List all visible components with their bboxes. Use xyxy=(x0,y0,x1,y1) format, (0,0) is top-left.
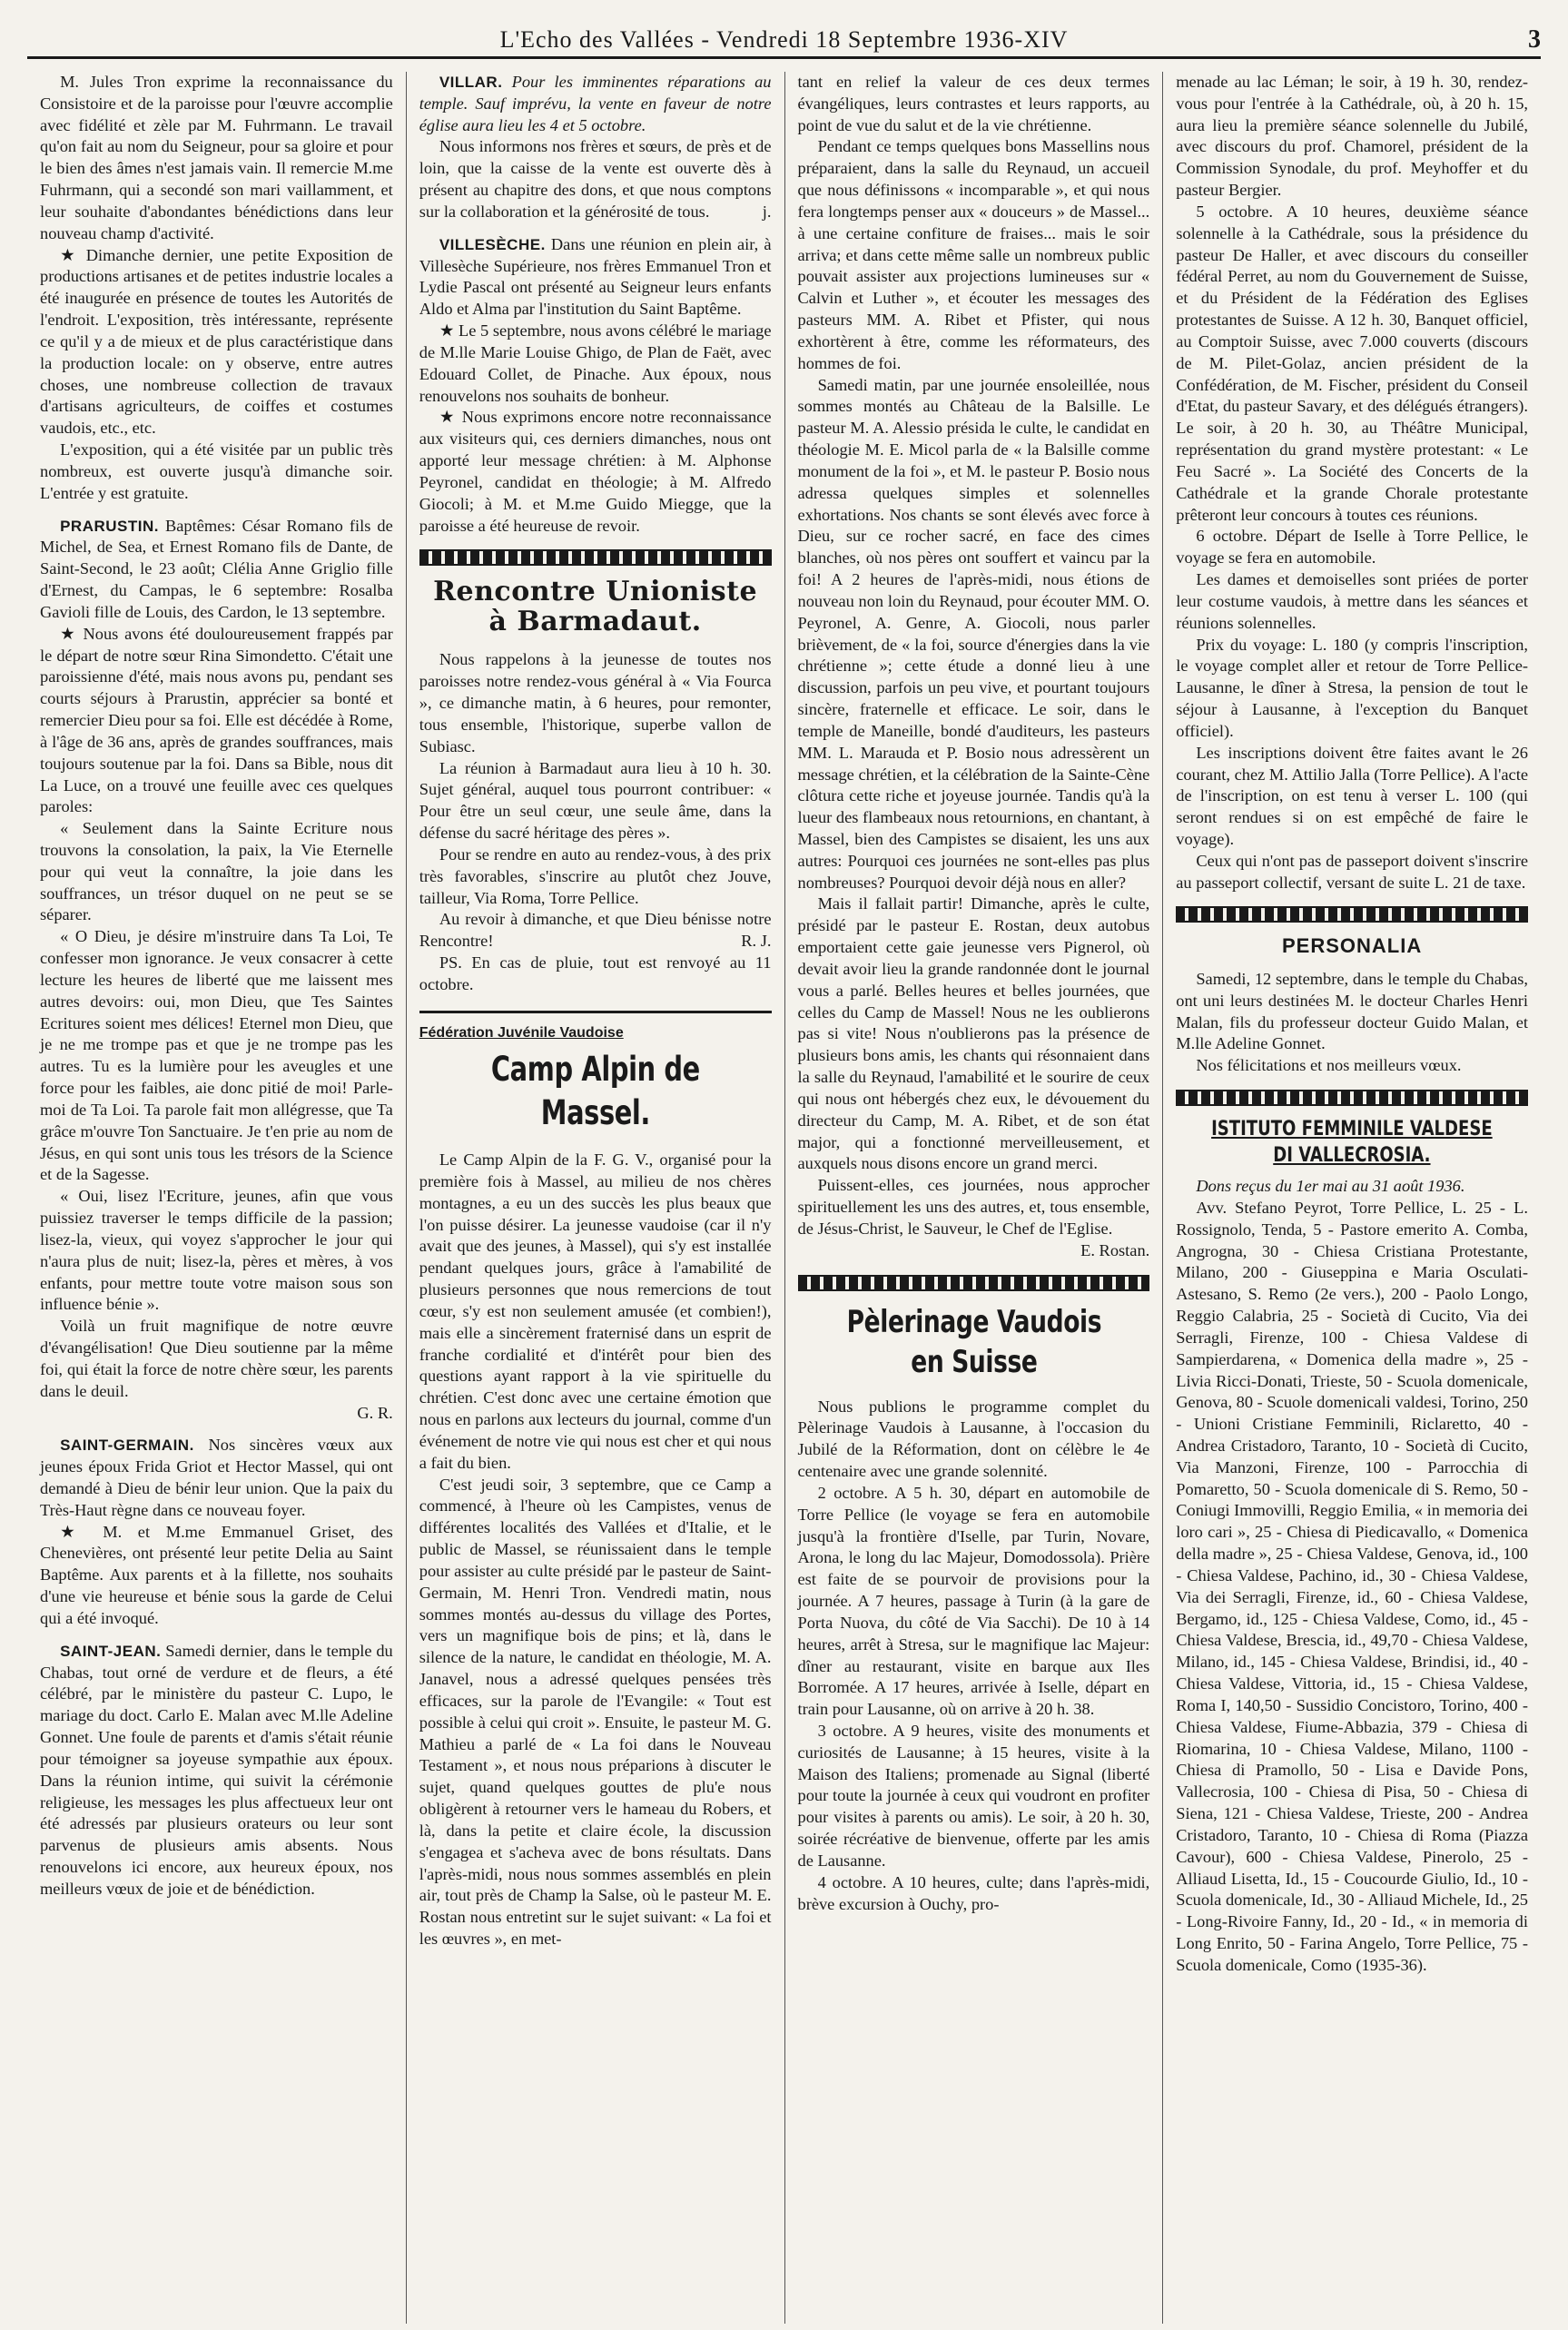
article-paragraph xyxy=(419,136,772,222)
article-paragraph: Puissent-elles, ces journées, nous approcher spirituellement les uns des autres, et, tous ensemble, de Jésus-Christ, le Sauveur, le Chef de l'Eglise. xyxy=(797,1176,1150,1238)
article-paragraph: ★ Nous avons été douloureusement frappés par le départ de notre sœur Rina Simondetto. C'était une paroissienne d'été, mais nous avons pu, pendant ses courts séjours à Prarustin, apprécier sa bonté et remercier Dieu pour sa foi. Elle est décédée à Rome, à l'âge de 36 ans, après de grandes souffrances, mais toujours soutenue par la foi. Dans sa Bible, nous dit La Luce, on a trouvé une feuille avec ces quelques paroles: xyxy=(40,624,393,816)
ornamental-rule xyxy=(798,1275,1150,1291)
article-paragraph: Nous rappelons à la jeunesse de toutes nos paroisses notre rendez-vous général à « Via Fourca », ce dimanche matin, à 6 heures, pour remonter, tous ensemble, l'historique, superbe vallon de Subiasc. xyxy=(419,650,772,755)
headline-rencontre: Rencontre Unioniste à Barmadaut. xyxy=(433,576,758,638)
donations-list: Avv. Stefano Peyrot, Torre Pellice, L. 25 - L. Rossignolo, Tenda, 5 - Pastore emerito A. Comba, Angrogna, 30 - Chiesa Cristiana Protestante, Milano, 200 - Giuseppina e Maria Osculati-Astesano, S. Remo (2e vers.), 200 - Paolo Longo, Reggio Calabria, 25 - Società di Cucito, Via dei Serragli, Firenze, 100 - Chiesa Valdese di Sampierdarena, « Domenica della madre », 25 - Livia Ricci-Donati, Trieste, 50 - Scuola domenicale, Genova, 80 - Scuole domenicali valdesi, Torino, 250 - Unioni Cristiane Femminili, Riclaretto, 40 - Andrea Cristadoro, Taranto, 10 - Società di Cucito, Via Manzoni, Firenze, 100 - Parrocchia di Pomaretto, 50 - Scuola domenicale di S. Remo, 50 - Coniugi Immovilli, Reggio Emilia, « in memoria dei loro cari », 25 - Chiesa di Piedicavallo, « Domenica della madre », 25 - Chiesa Valdese, Genova, id., 100 - Chiesa Valdese, Pachino, id., 30 - Chiesa Valdese, Via dei Serragli, Firenze, id., 60 - Chiesa Valdese, Bergamo, id., 125 - Chiesa Valdese, Como, id., 45 - Chiesa Valdese, Brescia, id., 49,70 - Chiesa Valdese, Milano, id., 145 - Chiesa Valdese, Brindisi, id., 40 - Chiesa Valdese, Vittoria, id., 15 - Chiesa Valdese, Roma I, 140,50 - Sussidio Concistoro, Torino, 400 - Chiesa Valdese, Fiume-Abbazia, 379 - Chiesa di Riomarina, 10 - Chiesa Valdese, Milano, 1100 - Chiesa di Pramollo, 50 - Lisa e Davide Pons, Vallecrosia, 100 - Chiesa di Pisa, 50 - Chiesa di Siena, 121 - Chiesa Valdese, Trieste, 200 - Andrea Cristadoro, Taranto, 10 - Chiesa di Roma (Piazza Cavour), 600 - Chiesa Valdese, Pinerolo, 25 - Alliaud Lisetta, Id., 15 - Coucourde Giulio, Id., 10 - Scuola domenicale, Id., 30 - Alliaud Michele, Id., 25 - Long-Rivoire Fanny, Id., 20 - Id., « in memoria di Long Enrito, 50 - Farina Angelo, Torre Pellice, 75 - Scuola domenicale, Como (1935-36). xyxy=(1176,1198,1528,1974)
headline-camp-alpin: Camp Alpin de Massel. xyxy=(490,1050,700,1133)
article-paragraph: Samedi, 12 septembre, dans le temple du Chabas, ont uni leurs destinées M. le docteur Charles Henri Malan, fils du professeur docteur Guido Malan, et M.lle Adeline Gonnet. xyxy=(1176,969,1528,1053)
parish-name: SAINT-JEAN. xyxy=(60,1642,162,1660)
article-paragraph: Nous publions le programme complet du Pèlerinage Vaudois à Lausanne, à l'occasion du Jubilé de la Réformation, dont on célèbre le 4e centenaire avec une grande solennité. xyxy=(797,1397,1150,1481)
masthead xyxy=(27,25,1541,59)
headline-personalia: PERSONALIA xyxy=(1282,934,1423,958)
parish-name: VILLESÈCHE. xyxy=(439,235,546,253)
article-paragraph: menade au lac Léman; le soir, à 19 h. 30, rendez-vous pour l'entrée à la Cathédrale, où, à 20 h. 15, aura lieu la première séance solennelle du Jubilé, avec discours du prof. Chamorel, président de la Commission Synodale, du prof. Meyhoffer et du pasteur Bergier. xyxy=(1176,73,1528,200)
article-paragraph: Le Camp Alpin de la F. G. V., organisé pour la première fois à Massel, au milieu de nos chères montagnes, a eu un des succès les plus beaux que l'on puisse désirer. La jeunesse vaudoise (car il n'y avait que des jeunes, à Massel), qui s'y est installée pendant quelques jours, grâce à l'amabilité de plusieurs personnes que nous remercions de tout cœur, s'y est non seulement amusée (et combien!), mais elle a sincèrement fraternisé dans un esprit de franche cordialité et d'intérêt pour bien des questions ayant rapport à la vie spirituelle du chrétien. C'est donc avec une certaine émotion que nous en parlons aux lecteurs du journal, comme d'un événement de notre vie qui nous est cher et qui nous a fait du bien. xyxy=(419,1150,772,1472)
article-paragraph: Voilà un fruit magnifique de notre œuvre d'évangélisation! Que Dieu soutienne par la même foi, qui était la force de notre chère sœur, les parents dans le deuil. xyxy=(40,1317,393,1400)
donations-subtitle: Dons reçus du 1er mai au 31 août 1936. xyxy=(1196,1177,1465,1196)
page-number: 3 xyxy=(1528,25,1541,54)
signature: E. Rostan. xyxy=(1080,1240,1150,1259)
article-paragraph: ★ Le 5 septembre, nous avons célébré le mariage de M.lle Marie Louise Ghigo, de Plan de Faët, avec Edouard Collet, de Pinache. Aux époux, nous renouvelons nos souhaits de bonheur. xyxy=(419,321,772,405)
article-paragraph: Les inscriptions doivent être faites avant le 26 courant, chez M. Attilio Jalla (Torre Pellice). A l'acte de l'inscription, on est tenu à verser L. 100 (qui seront rendues si on est empêché de faire le voyage). xyxy=(1176,743,1528,848)
parish-news-saint-jean xyxy=(40,1641,393,1901)
ornamental-rule xyxy=(419,549,772,566)
parish-news-prarustin xyxy=(40,516,393,624)
signature: G. R. xyxy=(357,1403,393,1422)
article-paragraph: 6 octobre. Départ de Iselle à Torre Pellice, le voyage se fera en automobile. xyxy=(1176,527,1528,568)
parish-name: PRARUSTIN. xyxy=(60,517,159,535)
article-paragraph: Pendant ce temps quelques bons Massellins nous préparaient, dans la salle du Reynaud, un accueil que nous définissons « incomparable », et qui nous fera longtemps penser aux « douceurs » de Massel... à une certaine confiture de fraises... mais le soir arriva; et dans cette même salle un nombreux public pouvait assister aux projections lumineuses sur « Calvin et Luther », et écouter les messages des pasteurs MM. A. Ribet et Pfister, qui nous exhortèrent à être, comme les réformateurs, des hommes de foi. xyxy=(797,137,1150,372)
parish-text: Nos sincères vœux aux jeunes époux Frida Griot et Hector Massel, qui ont demandé à Dieu de bénir leur union. Que la paix du Très-Haut règne dans ce nouveau foyer. xyxy=(40,1436,393,1519)
page-header-title: L'Echo des Vallées - Vendredi 18 Septembre 1936-XIV xyxy=(499,26,1069,53)
parish-news-saint-germain xyxy=(40,1435,393,1521)
signature: j. xyxy=(762,202,772,221)
article-paragraph: Les dames et demoiselles sont priées de porter leur costume vaudois, à mettre dans les séances et réunions solennelles. xyxy=(1176,570,1528,632)
article-paragraph: 2 octobre. A 5 h. 30, départ en automobile de Torre Pellice (le voyage se fera en automobile jusqu'à la frontière d'Iselle, par Turin, Novare, Arona, le long du lac Majeur, Domodossola). Prière est faite de se pourvoir de provisions pour la journée. A 7 heures, passage à Turin (à la gare de Porta Nuova, du côté de Via Sacchi). De 10 à 14 heures, arrêt à Stresa, sur le magnifique lac Majeur: dîner au restaurant, visite en barque aux Iles Borromée. A 17 heures, arrivée à Iselle, départ en train pour Lausanne, où on arrive à 20 h. 38. xyxy=(797,1483,1150,1719)
article-paragraph: Ceux qui n'ont pas de passeport doivent s'inscrire au passeport collectif, versant de suite L. 21 de taxe. xyxy=(1176,851,1528,892)
article-paragraph: Prix du voyage: L. 180 (y compris l'inscription, le voyage complet aller et retour de Torre Pellice-Lausanne, le dîner à Stresa, la pension de tout le séjour à Lausanne, à l'exception du Banquet officiel). xyxy=(1176,635,1528,740)
parish-text: Samedi dernier, dans le temple du Chabas, tout orné de verdure et de fleurs, a été célébré, par le ministère du pasteur C. Lupo, le mariage du doct. Carlo E. Malan avec M.lle Adeline Gonnet. Une foule de parents et d'amis s'était réunie pour témoigner sa joyeuse sympathie aux époux. Dans la réunion intime, qui suivit la cérémonie religieuse, les messages les plus affectueux leur ont été adressés par plusieurs orateurs ou leur sont parvenus de plusieurs amis absents. Nous renouvelons ici encore, aux heureux époux, nos meilleurs vœux de joie et de bénédiction. xyxy=(40,1641,393,1898)
article-paragraph: 3 octobre. A 9 heures, visite des monuments et curiosités de Lausanne; à 15 heures, visite à la Maison des Italiens; promenade au Signal (liberté pour toute la journée à ceux qui voudront en profiter pour visites à parents ou amis). Le soir, à 20 h. 30, soirée récréative de bienvenue, offerte par les amis de Lausanne. xyxy=(797,1722,1150,1870)
ornamental-rule xyxy=(1176,906,1528,923)
article-paragraph: L'exposition, qui a été visitée par un public très nombreux, est ouverte jusqu'à dimanche soir. L'entrée y est gratuite. xyxy=(40,440,393,502)
ornamental-rule xyxy=(1176,1090,1528,1106)
quotation-paragraph: « Seulement dans la Sainte Ecriture nous trouvons la consolation, la paix, la Vie Eternelle pour qui veut la connaître, la joie dans les souffrances, un trésor duquel on ne peut se se séparer. xyxy=(40,819,393,924)
article-paragraph: Pour se rendre en auto au rendez-vous, à des prix très favorables, s'inscrire au plutôt chez Jouve, tailleur, Via Roma, Torre Pellice. xyxy=(419,844,772,907)
headline-pelerinage: Pèlerinage Vaudois en Suisse xyxy=(846,1303,1101,1380)
article-paragraph: Mais il fallait partir! Dimanche, après le culte, présidé par le pasteur E. Rostan, deux autobus emportaient cette gaie jeunesse vers Pignerol, où devait avoir lieu la grande randonnée dont le journal vous a parlé. Belles heures et belles journées, que celles du Camp de Massel! Nous ne les oublierons pas si vite! Nous n'oublierons pas la présence de plusieurs bons amis, les chants qui résonnaient dans la salle du Reynaud, l'amabilité et le sourire de ceux qui nous ont hébergés chez eux, le dévouement du directeur du Camp, M. A. Ribet, et de son état major, qui a fonctionné merveilleusement, et auxquels nous disons encore un grand merci. xyxy=(797,894,1150,1173)
article-paragraph xyxy=(419,909,772,953)
article-paragraph: Samedi matin, par une journée ensoleillée, nous sommes montés au Château de la Balsille. Le pasteur M. A. Alessio présida le culte, le candidat en théologie M. E. Micol parla de « la Balsille comme monument de la foi », et M. le pasteur P. Bosio nous adressa quelques simples et solennelles exhortations. Nos chants se sont élevés avec force à Dieu, sur ce rocher sacré, en face des cimes blanches, où nos pères ont souffert et vaincu par la foi! A 2 heures de l'après-midi, nous étions de nouveau non loin du Reynaud, pour écouter MM. O. Peyronel, A. Genre, A. Giocoli, nous parler brièvement, de « la foi, source d'énergies dans la vie chrétienne »; cette étude a donné lieu à une discussion, parfois un peu vive, et pourtant toujours sincère, fraternelle et efficace. Le soir, dans le temple de Maneille, bondé d'auditeurs, les pasteurs MM. L. Marauda et P. Bosio nous adressèrent un message chrétien, et la célébration de la Sainte-Cène clôtura cette riche et joyeuse journée. Tandis qu'à la lueur des flambeaux nous retournions, en chantant, à Massel, bien des Campistes se disaient, les uns aux autres: Pourquoi ces journées ne sont-elles pas plus nombreuses? Pourquoi devoir déjà nous en aller? xyxy=(797,375,1150,892)
article-paragraph: 5 octobre. A 10 heures, deuxième séance solennelle à la Cathédrale, sous la présidence du pasteur De Haller, et avec discours du conseiller fédéral Perret, au nom du Gouvernement de Suisse, et du Président de la Fédération des Eglises protestantes de Suisse. A 12 h. 30, Banquet officiel, au Comptoir Suisse, avec 7.000 couverts (discours de M. Pilet-Golaz, ancien président de la Confédération, de M. Fischer, président du Conseil d'Etat, du pasteur Savary, et des délégués étrangers). Le soir, à 20 h. 30, au Théâtre Municipal, représentation du grand mystère protestant: « Le Feu Sacré ». La Société des Concerts de la Cathédrale et la grande Chorale protestante prêteront leur concours à toutes ces réunions. xyxy=(1176,202,1528,524)
quotation-paragraph: « O Dieu, je désire m'instruire dans Ta Loi, Te confesser mon ignorance. Je veux consacrer à cette lecture les heures de liberté que me laissent mes autres devoirs: oui, mon Dieu, que Tes Saintes Ecritures soient mes délices! Eternel mon Dieu, que je ne me trompe pas et que je ne trompe pas les autres. Tu es la lumière pour les aveugles et une force pour les faibles, aie donc pitié de moi! Parle-moi de Ta Loi. Ta parole fait mon allégresse, que Ta grâce m'ouvre Ton Sanctuaire. Je t'en prie au nom de Jésus, en qui sont unis tous les trésors de la Science et de la Sagesse. xyxy=(40,927,393,1184)
signature: R. J. xyxy=(741,932,772,951)
article-paragraph: C'est jeudi soir, 3 septembre, que ce Camp a commencé, à l'heure où les Campistes, venus de différentes localités des Vallées et d'Italie, et le public de Massel, se réunissaient dans le temple pour assister au culte présidé par le pasteur de Saint-Germain, M. Henri Tron. Vendredi matin, nous sommes montés au-dessus du village des Portes, vers un magnifique bois de pins; et là, dans le silence de la nature, le candidat en théologie, M. A. Janavel, nous a adressé quelques pensées très efficaces, sur la parole de l'Evangile: « Tout est possible à celui qui croit ». Ensuite, le pasteur M. G. Mathieu a parlé de « La foi dans le Nouveau Testament », et nous nous préparions à discuter le sujet, quand quelques gouttes de plu'e nous obligèrent à retourner vers le hameau du Robers, et là, dans la petite et claire école, la discussion s'engagea et s'acheva avec de bons résultats. Dans l'après-midi, nous nous sommes assemblés en plein air, tout près de Champ la Salse, où le pasteur M. E. Rostan nous entretint sur le sujet suivant: « La foi et les œuvres », en met- xyxy=(419,1475,772,1948)
column-3 xyxy=(784,72,1163,2324)
parish-name: SAINT-GERMAIN. xyxy=(60,1437,194,1455)
column-2 xyxy=(406,72,784,2324)
parish-news-villeseche xyxy=(419,234,772,321)
article-paragraph: ★ M. et M.me Emmanuel Griset, des Chenevières, ont présenté leur petite Delia au Saint Baptême. Aux parents et à la fillette, nos souhaits d'une vie heureuse et bénie sous la garde de Celui qui a été invoqué. xyxy=(40,1522,393,1627)
quotation-paragraph: « Oui, lisez l'Ecriture, jeunes, afin que vous puissiez traverser le temps difficile de la passion; lisez-la, vieux, qui voyez s'approcher le jour qui n'aura plus de nuit; lisez-la, pères et mères, à vos enfants, pour mettre toute votre maison sous son influence bénie ». xyxy=(40,1187,393,1314)
column-1 xyxy=(27,72,406,2324)
article-paragraph: tant en relief la valeur de ces deux termes évangéliques, leurs contrastes et leurs rapports, au point de vue du salut et de la vie chrétienne. xyxy=(797,73,1150,134)
article-paragraph: ★ Nous exprimons encore notre reconnaissance aux visiteurs qui, ces derniers dimanches, nous ont apporté leur message chrétien: à M. Alphonse Peyronel, candidat en théologie; à M. Alfredo Giocoli; à M. et M.me Guido Miegge, que la paroisse a été heureuse de revoir. xyxy=(419,408,772,535)
paragraph-text: Nous informons nos frères et sœurs, de près et de loin, que la caisse de la vente est ouverte dès à présent au chapitre des dons, et que nous comptons sur la collaboration et la générosité de tous. xyxy=(419,137,772,221)
article-paragraph: ★ Dimanche dernier, une petite Exposition de productions artisanes et de petites industrie locales a été inaugurée en présence de toutes les Autorités de l'endroit. L'exposition, très intéressante, représente ce qu'il y a de mieux et de plus caractéristique dans la production locale: on y observe, entre autres choses, une nombreuse collection de travaux d'artisans agriculteurs, de coiffes et costumes vaudois, etc., etc. xyxy=(40,245,393,438)
parish-news-villar xyxy=(419,72,772,136)
parish-name: VILLAR. xyxy=(439,74,503,91)
article-paragraph: Nos félicitations et nos meilleurs vœux. xyxy=(1196,1056,1462,1075)
headline-istituto: ISTITUTO FEMMINILE VALDESE DI VALLECROSIA. xyxy=(1211,1118,1493,1167)
article-paragraph: M. Jules Tron exprime la reconnaissance du Consistoire et de la paroisse pour l'œuvre accomplie avec fidélité et zèle par M. Fuhrmann. Le travail qu'on fait au nom du Seigneur, pour sa gloire et pour le bien des âmes n'est jamais vain. Il remercie M.me Fuhrmann, qui a secondé son mari vaillamment, et leur souhaite d'abondantes bénédictions dans leur nouveau champ d'activité. xyxy=(40,73,393,242)
section-kicker: Fédération Juvénile Vaudoise xyxy=(419,1024,624,1041)
parish-text: Dans une réunion en plein air, à Villesèche Supérieure, nos frères Emmanuel Tron et Lydie Pascal ont présenté au Seigneur leurs enfants Aldo et Alma par l'institution du Saint Baptême. xyxy=(419,234,772,319)
columns xyxy=(27,72,1541,2324)
paragraph-text: Au revoir à dimanche, et que Dieu bénisse notre Rencontre! xyxy=(419,910,772,951)
parish-text: Baptêmes: César Romano fils de Michel, de Sea, et Ernest Romano fils de Dante, de Saint-Second, le 23 août; Clélia Anne Griglio fille d'Ernest, du Campas, le 6 septembre: Rosalba Gavioli fille de Louis, des Cardon, le 13 septembre. xyxy=(40,516,393,621)
column-4 xyxy=(1162,72,1541,2324)
article-paragraph: PS. En cas de pluie, tout est renvoyé au 11 octobre. xyxy=(419,953,772,993)
parish-text: Pour les imminentes réparations au temple. Sauf imprévu, la vente en faveur de notre église aura lieu les 4 et 5 octobre. xyxy=(419,73,772,134)
article-paragraph: 4 octobre. A 10 heures, culte; dans l'après-midi, brève excursion à Ouchy, pro- xyxy=(797,1872,1150,1913)
divider-rule xyxy=(419,1011,772,1013)
article-paragraph: La réunion à Barmadaut aura lieu à 10 h. 30. Sujet général, auquel tous pourront contribuer: « Pour être un seul cœur, une seule âme, dans la défense du sacré héritage des pères ». xyxy=(419,758,772,843)
